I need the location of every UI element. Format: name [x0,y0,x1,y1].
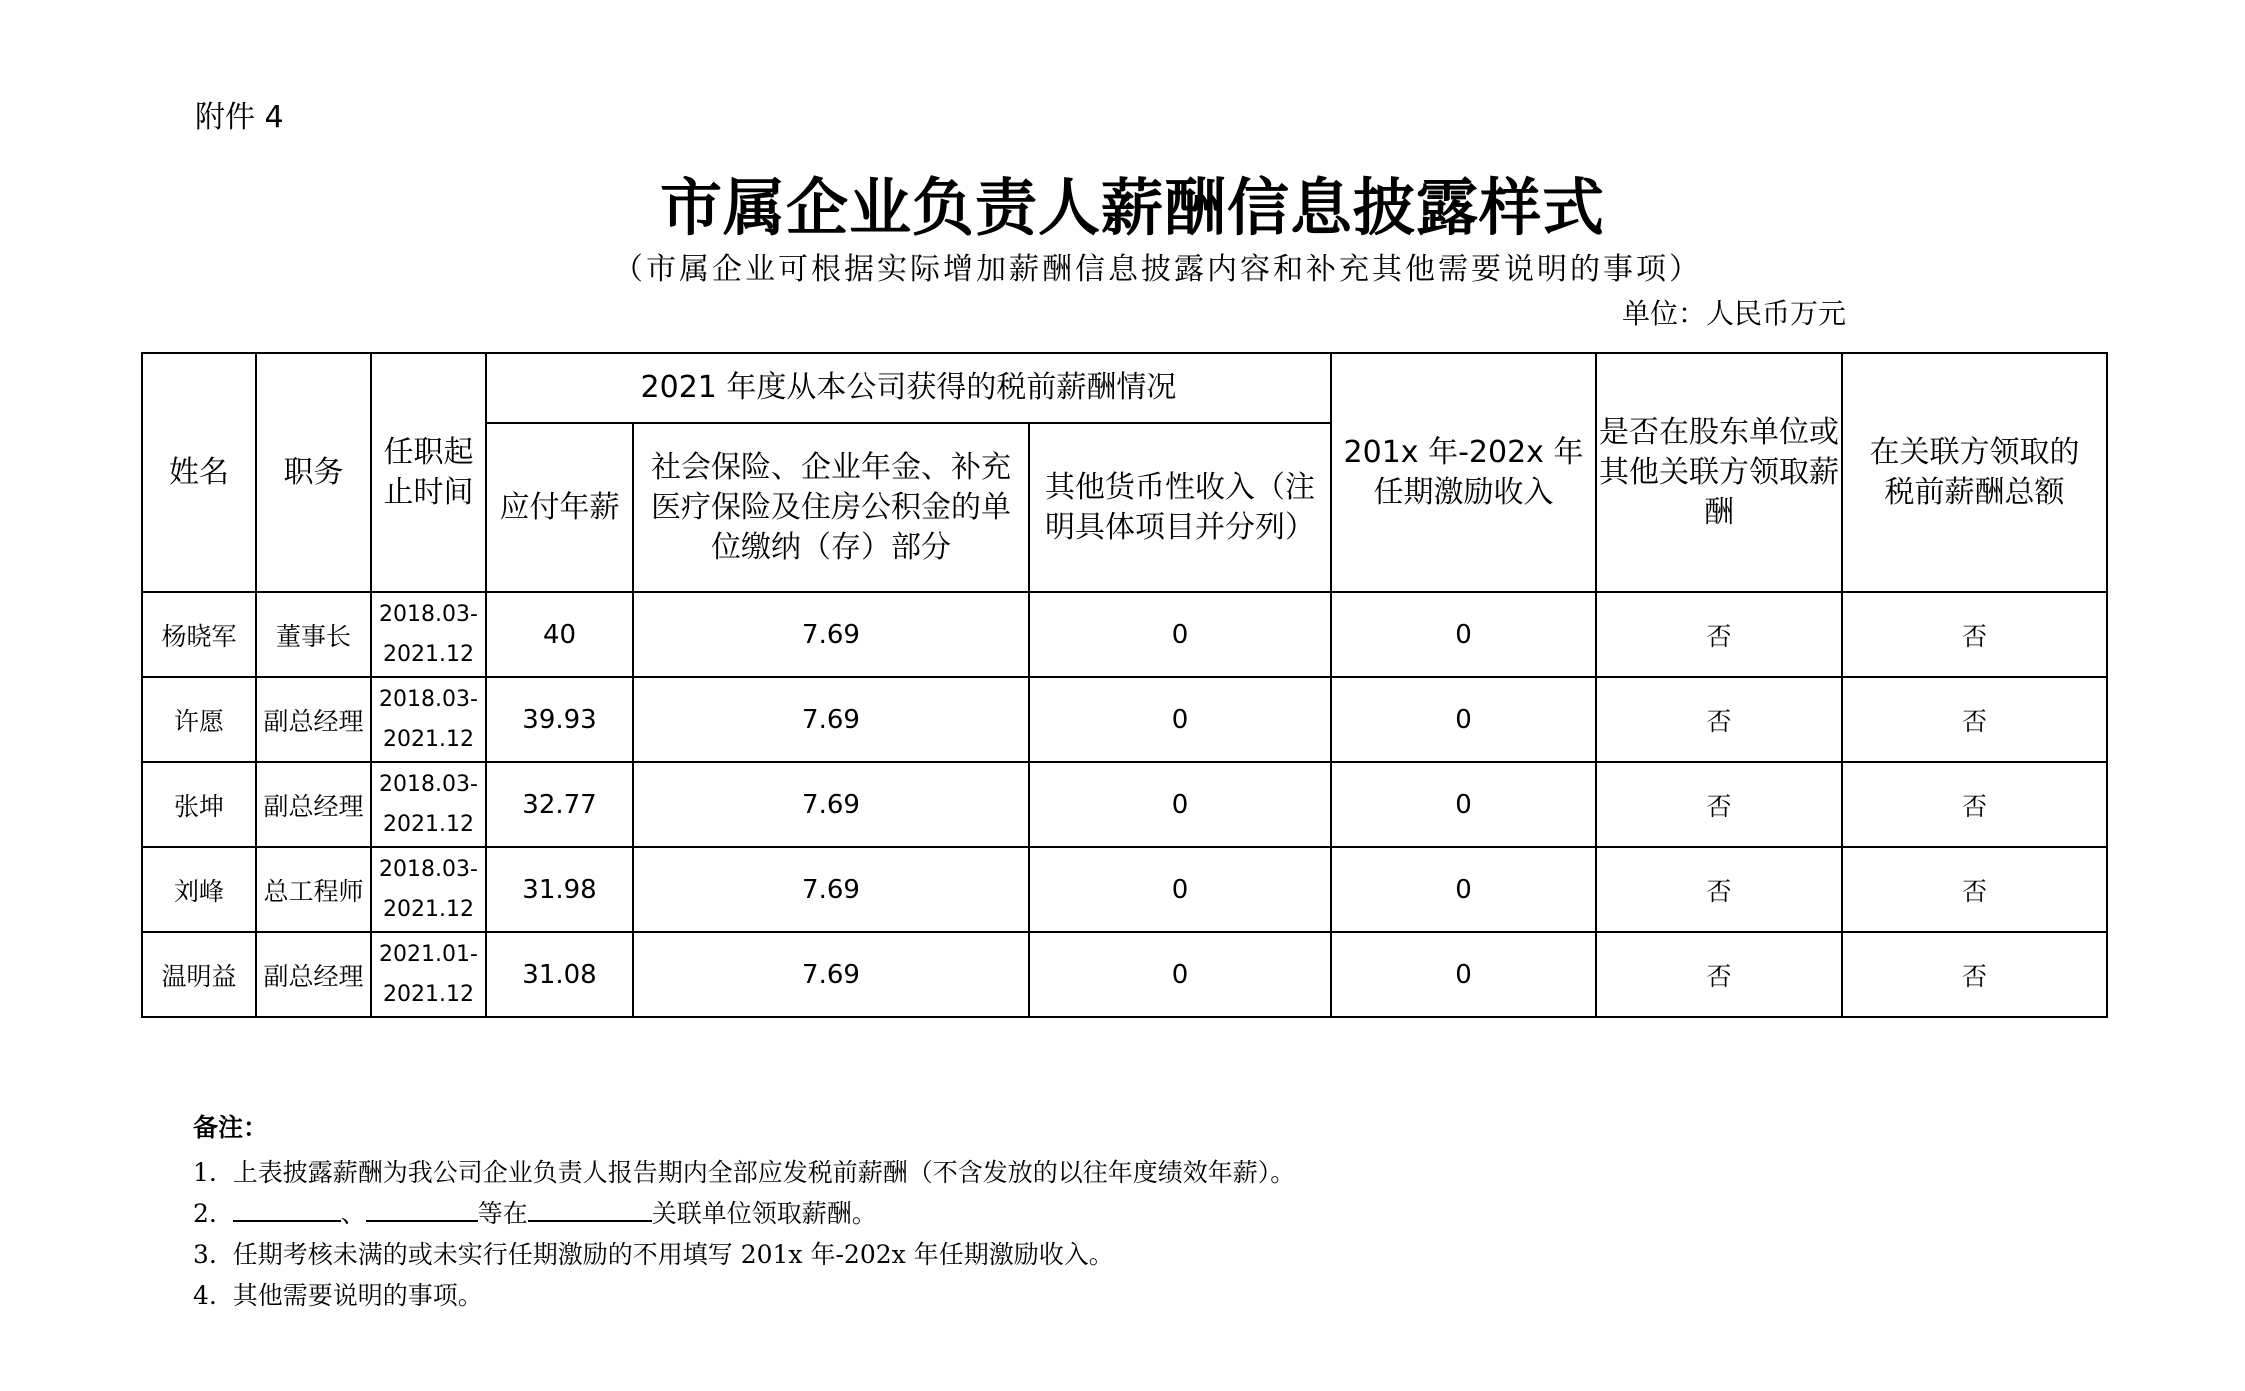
cell-shareholder-pay: 否 [1596,847,1842,932]
header-term-incentive: 201x 年-202x 年任期激励收入 [1331,353,1596,592]
note-number: 3. [193,1240,217,1269]
page-subtitle: （市属企业可根据实际增加薪酬信息披露内容和补充其他需要说明的事项） [613,252,1702,287]
header-position: 职务 [256,353,371,592]
cell-annual-salary: 39.93 [486,677,633,762]
note-text: 任期考核未满的或未实行任期激励的不用填写 201x 年-202x 年任期激励收入。 [232,1240,1114,1269]
term-start: 2021.01- [379,941,478,967]
cell-other-income: 0 [1029,847,1331,932]
cell-position: 副总经理 [256,762,371,847]
note-item [193,1193,1295,1234]
cell-term-incentive: 0 [1331,847,1596,932]
salary-disclosure-table [141,352,2108,1018]
term-end: 2021.12 [383,896,474,922]
note-item [193,1275,1295,1316]
cell-other-income: 0 [1029,762,1331,847]
cell-term [371,762,486,847]
cell-term-incentive: 0 [1331,677,1596,762]
note-item [193,1234,1295,1275]
note-text: 其他需要说明的事项。 [232,1281,483,1310]
cell-related-total: 否 [1842,847,2107,932]
cell-name: 杨晓军 [142,592,256,677]
cell-position: 副总经理 [256,677,371,762]
header-shareholder-pay: 是否在股东单位或其他关联方领取薪酬 [1596,353,1842,592]
cell-shareholder-pay: 否 [1596,677,1842,762]
header-other-income: 其他货币性收入（注明具体项目并分列） [1029,423,1331,592]
table-row [142,592,2107,677]
cell-other-income: 0 [1029,932,1331,1017]
term-start: 2018.03- [379,856,478,882]
note-number: 2. [193,1199,217,1228]
cell-name: 刘峰 [142,847,256,932]
term-start: 2018.03- [379,601,478,627]
cell-term [371,677,486,762]
cell-social-insurance: 7.69 [633,847,1029,932]
header-related-total: 在关联方领取的税前薪酬总额 [1842,353,2107,592]
table-row [142,932,2107,1017]
cell-position: 总工程师 [256,847,371,932]
cell-term [371,592,486,677]
cell-related-total: 否 [1842,932,2107,1017]
cell-term [371,932,486,1017]
note-number: 1. [193,1158,217,1187]
cell-related-total: 否 [1842,592,2107,677]
table-row [142,677,2107,762]
cell-annual-salary: 40 [486,592,633,677]
blank-field [528,1198,652,1222]
cell-shareholder-pay: 否 [1596,762,1842,847]
cell-social-insurance: 7.69 [633,762,1029,847]
term-end: 2021.12 [383,641,474,667]
note-text: 等在 [477,1199,528,1228]
cell-social-insurance: 7.69 [633,592,1029,677]
cell-name: 许愿 [142,677,256,762]
table-row [142,762,2107,847]
cell-annual-salary: 32.77 [486,762,633,847]
cell-social-insurance: 7.69 [633,677,1029,762]
table-row [142,847,2107,932]
cell-name: 张坤 [142,762,256,847]
note-text: 关联单位领取薪酬。 [651,1199,877,1228]
cell-social-insurance: 7.69 [633,932,1029,1017]
cell-term [371,847,486,932]
cell-shareholder-pay: 否 [1596,592,1842,677]
term-end: 2021.12 [383,726,474,752]
blank-field [366,1198,478,1222]
cell-name: 温明益 [142,932,256,1017]
cell-annual-salary: 31.98 [486,847,633,932]
cell-position: 副总经理 [256,932,371,1017]
cell-related-total: 否 [1842,762,2107,847]
note-separator: 、 [340,1199,366,1228]
page-title: 市属企业负责人薪酬信息披露样式 [659,171,1605,244]
term-start: 2018.03- [379,771,478,797]
cell-term-incentive: 0 [1331,592,1596,677]
cell-annual-salary: 31.08 [486,932,633,1017]
cell-term-incentive: 0 [1331,932,1596,1017]
term-end: 2021.12 [383,981,474,1007]
attachment-label: 附件 4 [195,100,284,135]
cell-related-total: 否 [1842,677,2107,762]
term-start: 2018.03- [379,686,478,712]
cell-position: 董事长 [256,592,371,677]
header-annual-salary: 应付年薪 [486,423,633,592]
note-number: 4. [193,1281,217,1310]
cell-other-income: 0 [1029,592,1331,677]
notes-section [193,1108,1295,1316]
unit-label: 单位：人民币万元 [1622,297,1847,330]
cell-term-incentive: 0 [1331,762,1596,847]
term-end: 2021.12 [383,811,474,837]
blank-field [233,1198,341,1222]
note-text: 上表披露薪酬为我公司企业负责人报告期内全部应发税前薪酬（不含发放的以往年度绩效年薪）。 [232,1158,1296,1187]
header-term: 任职起止时间 [371,353,486,592]
header-name: 姓名 [142,353,256,592]
cell-other-income: 0 [1029,677,1331,762]
header-2021-salary-group: 2021 年度从本公司获得的税前薪酬情况 [486,353,1331,423]
cell-shareholder-pay: 否 [1596,932,1842,1017]
note-item [193,1152,1295,1193]
notes-heading: 备注： [193,1113,269,1142]
header-social-insurance: 社会保险、企业年金、补充医疗保险及住房公积金的单位缴纳（存）部分 [633,423,1029,592]
